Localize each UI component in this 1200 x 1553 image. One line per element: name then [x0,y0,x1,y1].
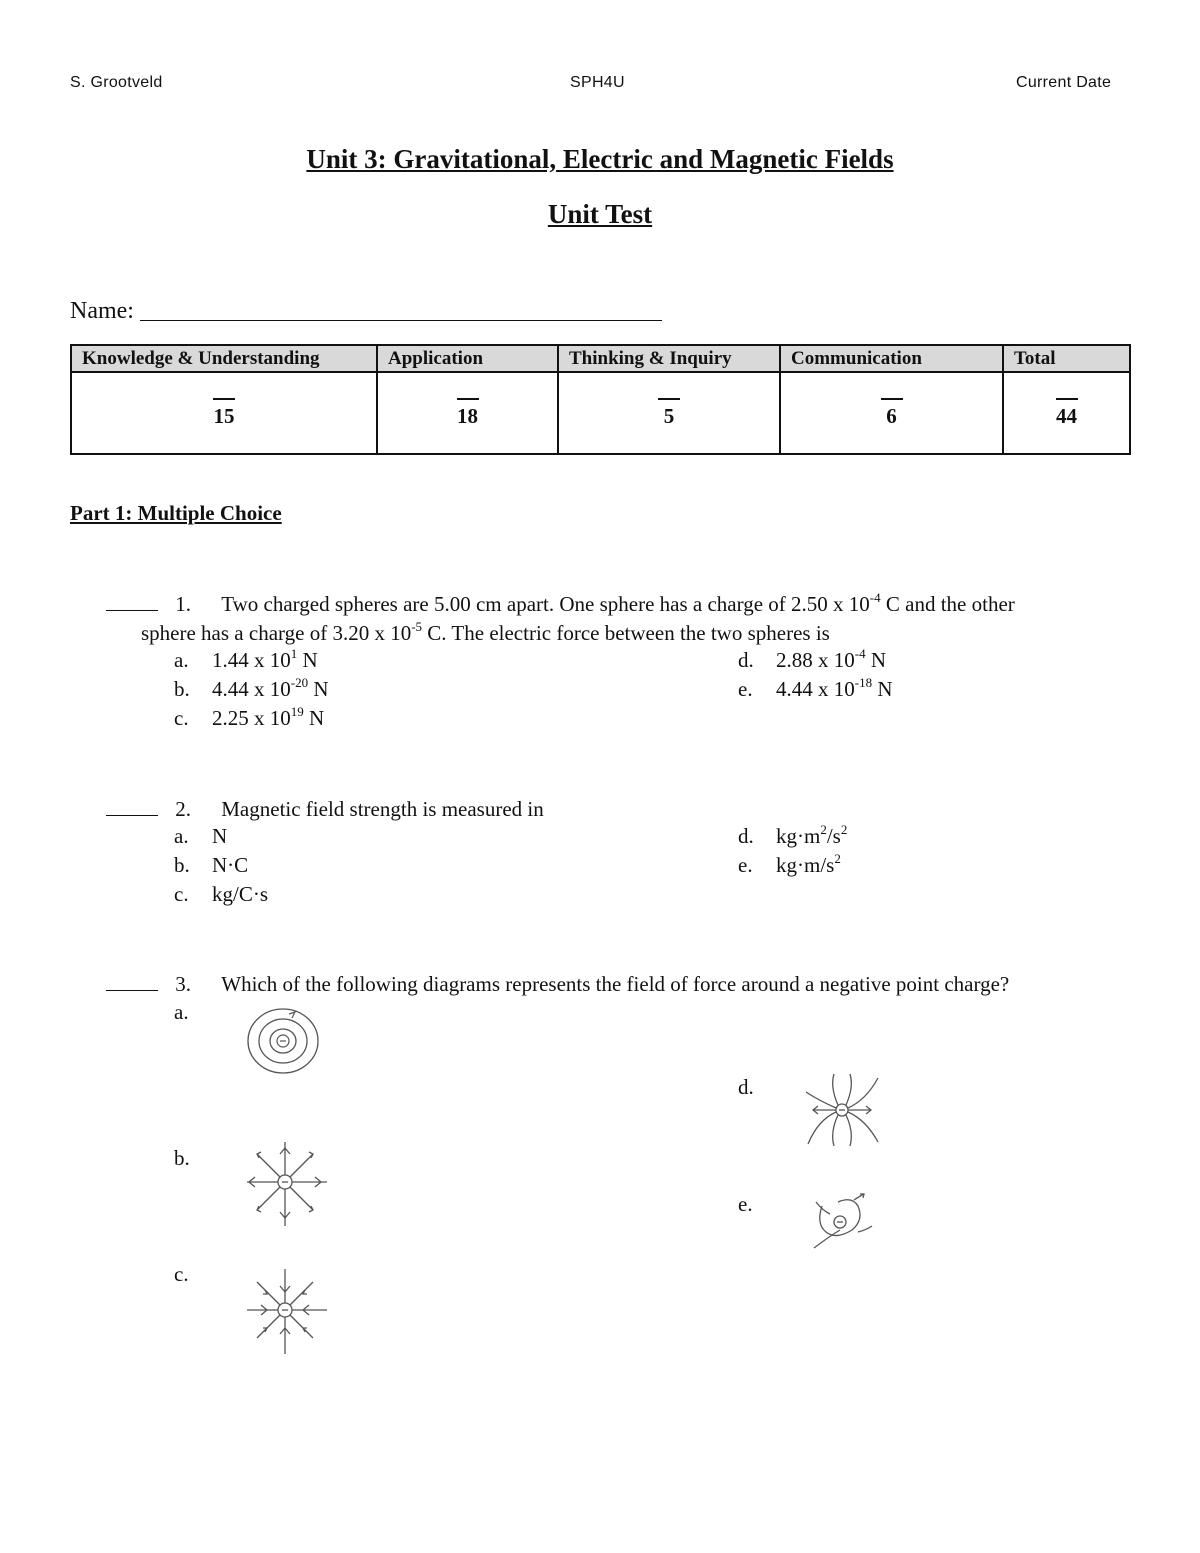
marks-header-total: Total [1003,345,1130,372]
option-label: a. [174,1000,189,1024]
option-label: e. [738,853,753,877]
option-label: b. [174,677,190,701]
question-1-line2 [141,619,830,648]
marks-header-thinking: Thinking & Inquiry [558,345,780,372]
option-label: e. [738,1192,753,1216]
inward-arrows-diagram [243,1266,333,1358]
marks-cell-knowledge[interactable] [71,372,377,454]
option-label: d. [738,648,754,672]
header-author: S. Grootveld [70,74,163,91]
option-label: b. [174,1146,190,1170]
question-1-exp1: -4 [869,590,881,605]
option-label: d. [738,1075,754,1099]
option-label: c. [174,1262,189,1286]
marks-cell-thinking[interactable] [558,372,780,454]
name-label: Name: [70,298,134,324]
page-subtitle: Unit Test [547,199,653,229]
answer-blank-2[interactable] [106,797,158,816]
option-text: N [212,824,228,848]
option-label: e. [738,677,753,701]
question-2 [106,795,544,824]
question-1-exp2: -5 [411,619,423,634]
option-text: 1.44 x $10^1$ N [212,646,318,672]
option-label: a. [174,648,189,672]
option-label: d. [738,824,754,848]
curved-outward-lines-diagram [800,1072,886,1148]
header-date: Current Date [1016,74,1112,91]
question-2-text: Magnetic field strength is measured in [221,797,544,821]
question-3-text: Which of the following diagrams represents the field of force around a negative point charge? [221,972,1010,996]
header-course: SPH4U [570,74,625,91]
outward-arrows-diagram [243,1140,333,1230]
marks-outof: 18 [457,398,479,429]
concentric-circles-diagram [245,1006,321,1076]
marks-cell-total[interactable] [1003,372,1130,454]
option-label: c. [174,882,189,906]
question-3 [106,970,1009,999]
option-text: $kg\cdot m^2/s^2$ [776,822,848,848]
question-1-line2-b: C. The electric force between the two spheres is [422,621,830,645]
marks-header-knowledge: Knowledge & Understanding [71,345,377,372]
marks-outof: 5 [658,398,680,429]
question-1-line2-a: sphere has a charge of 3.20 x 10 [141,621,412,645]
question-1-line1-b: C and the other [880,592,1015,616]
page-title: Unit 3: Gravitational, Electric and Magnetic Fields [306,144,894,174]
marks-cell-communication[interactable] [780,372,1003,454]
answer-blank-3[interactable] [106,972,158,991]
question-number: 1. [175,592,191,616]
option-text: $kg\cdot m/s^2$ [776,851,841,877]
swirl-diagram [808,1192,876,1254]
question-1 [106,590,1015,619]
option-text: 4.44 x $10^{-18}$ N [776,675,893,701]
marks-outof: 6 [881,398,903,429]
option-text: kg/C·s [212,882,269,906]
marks-header-application: Application [377,345,558,372]
option-text: 4.44 x $10^{-20}$ N [212,675,329,701]
option-label: c. [174,706,189,730]
marks-outof: 44 [1056,398,1078,429]
question-number: 2. [175,797,191,821]
option-label: a. [174,824,189,848]
option-text: 2.88 x $10^{-4}$ N [776,646,887,672]
option-label: b. [174,853,190,877]
name-field[interactable] [140,296,662,321]
marks-cell-application[interactable] [377,372,558,454]
answer-blank-1[interactable] [106,592,158,611]
option-text: N·C [212,853,249,877]
question-1-line1-a: Two charged spheres are 5.00 cm apart. One sphere has a charge of 2.50 x 10 [221,592,870,616]
marks-table [70,344,1131,455]
part1-heading: Part 1: Multiple Choice [70,501,282,525]
name-row [70,296,662,325]
marks-header-communication: Communication [780,345,1003,372]
option-text: 2.25 x $10^{19}$ N [212,704,325,730]
question-number: 3. [175,972,191,996]
marks-outof: 15 [213,398,235,429]
